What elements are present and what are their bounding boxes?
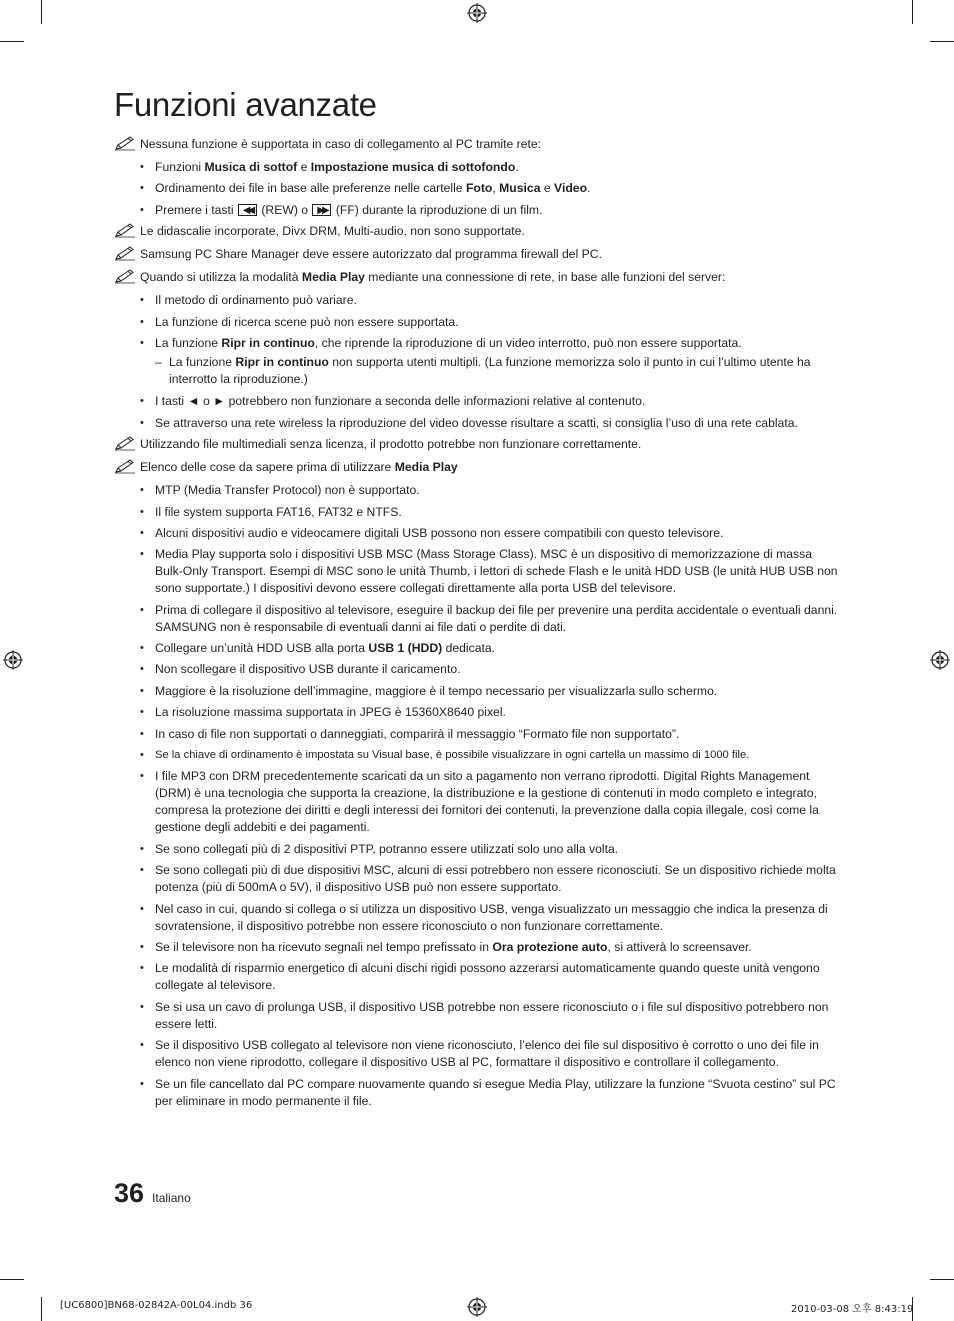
note-text: Samsung PC Share Manager deve essere autorizzato dal programma firewall del PC. <box>140 247 602 262</box>
list-item <box>114 939 838 956</box>
list-item <box>114 335 838 352</box>
list-item: • Maggiore è la risoluzione dell’immagine, maggiore è il tempo necessario per visualizzarla sullo schermo. <box>114 683 838 700</box>
list-item: • La risoluzione massima supportata in JPEG è 15360X8640 pixel. <box>114 704 838 721</box>
sub-list-item <box>114 354 838 388</box>
pencil-note-icon <box>114 459 136 474</box>
list-item <box>114 202 838 219</box>
print-slug-file: [UC6800]BN68-02842A-00L04.indb 36 <box>60 1300 253 1311</box>
bold-term: Musica di sottof <box>204 160 298 174</box>
text: Quando si utilizza la modalità <box>140 270 302 285</box>
list-item <box>114 640 838 657</box>
page-number: 36 <box>114 1178 145 1208</box>
text: dedicata. <box>442 641 496 656</box>
text: Funzioni <box>155 160 205 174</box>
print-slug-date: 2010-03-08 오후 8:43:19 <box>791 1304 914 1315</box>
list-item: • Prima di collegare il dispositivo al televisore, eseguire il backup dei file per prevenire una perdita accidentale o eventuali danni. SAMSUNG non è responsabile di eventuali danni ai file dati o perdite di dati. <box>114 602 838 636</box>
text: e <box>540 181 555 196</box>
text: mediante una connessione di rete, in base alle funzioni del server: <box>364 270 726 285</box>
note-text: Le didascalie incorporate, Divx DRM, Multi-audio, non sono supportate. <box>140 224 525 239</box>
note-item <box>114 459 838 476</box>
crop-mark <box>930 41 954 42</box>
main-content <box>114 136 838 1114</box>
list-item <box>114 180 838 197</box>
list-item: • MTP (Media Transfer Protocol) non è supportato. <box>114 482 838 499</box>
text: , si attiverà lo screensaver. <box>607 939 752 954</box>
fast-forward-button-icon <box>312 204 331 216</box>
page-title: Funzioni avanzate <box>114 86 377 123</box>
text: . <box>515 160 519 174</box>
list-item: • La funzione di ricerca scene può non essere supportata. <box>114 314 838 331</box>
crop-mark <box>912 0 913 24</box>
note-item <box>114 269 838 286</box>
pencil-note-icon <box>114 246 136 261</box>
crop-mark <box>41 0 42 24</box>
note-item <box>114 246 838 263</box>
pencil-note-icon <box>114 269 136 284</box>
bold-term: Ripr in continuo <box>221 335 315 350</box>
registration-mark-icon <box>930 650 950 670</box>
list-item: • Il metodo di ordinamento può variare. <box>114 292 838 309</box>
bold-term: Ora protezione auto <box>492 939 608 954</box>
text: Se il televisore non ha ricevuto segnali nel tempo prefissato in <box>155 939 493 954</box>
note-text: Nessuna funzione è supportata in caso di collegamento al PC tramite rete: <box>140 137 542 151</box>
list-item: • Se il dispositivo USB collegato al televisore non viene riconosciuto, l’elenco dei file sul dispositivo è corrotto o uno dei file in elenco non viene riprodotto, collegare il dispositivo USB al PC, formattare il dispositivo e controllare il collegamento. <box>114 1037 838 1071</box>
list-item: • Se si usa un cavo di prolunga USB, il dispositivo USB potrebbe non essere riconosciuto o i file sul dispositivo potrebbero non essere letti. <box>114 999 838 1033</box>
bold-term: Ripr in continuo <box>235 355 329 370</box>
text: La funzione <box>155 335 222 350</box>
text: non supporta utenti multipli. (La funzione memorizza solo il punto in cui l’ultimo utente ha interrotto la riproduzione.) <box>169 355 811 387</box>
rewind-button-icon <box>238 204 257 216</box>
list-item: • Se attraverso una rete wireless la riproduzione del video dovesse risultare a scatti, si consiglia l’uso di una rete cablata. <box>114 415 838 432</box>
list-item: • I tasti ◄ o ► potrebbero non funzionare a seconda delle informazioni relative al contenuto. <box>114 393 838 410</box>
pencil-note-icon <box>114 136 136 151</box>
crop-mark <box>0 41 24 42</box>
text: (REW) o <box>257 202 312 217</box>
crop-mark <box>0 1279 24 1280</box>
bold-term: Foto <box>465 181 493 196</box>
note-item <box>114 136 838 153</box>
list-item: • Non scollegare il dispositivo USB durante il caricamento. <box>114 661 838 678</box>
list-item: • Le modalità di risparmio energetico di alcuni dischi rigidi possono azzerarsi automaticamente quando queste unità vengono collegate al televisore. <box>114 960 838 994</box>
registration-mark-icon <box>467 3 487 23</box>
text: , che riprende la riproduzione di un video interrotto, può non essere supportata. <box>314 335 742 350</box>
bold-term: Video <box>554 181 588 196</box>
bold-term: Media Play <box>301 270 365 285</box>
registration-mark-icon <box>3 650 23 670</box>
note-item <box>114 223 838 240</box>
language-label: Italiano <box>152 1191 191 1205</box>
text: , <box>492 181 500 196</box>
pencil-note-icon <box>114 436 136 451</box>
text: La funzione <box>169 355 236 370</box>
list-item: • In caso di file non supportati o danneggiati, comparirà il messaggio “Formato file non supportato”. <box>114 726 838 743</box>
list-item: • Alcuni dispositivi audio e videocamere digitali USB possono non essere compatibili con questo televisore. <box>114 525 838 542</box>
pencil-note-icon <box>114 223 136 238</box>
text: Elenco delle cose da sapere prima di utilizzare <box>140 460 395 475</box>
bold-term: USB 1 (HDD) <box>368 641 443 656</box>
crop-mark <box>930 1279 954 1280</box>
list-item: • Media Play supporta solo i dispositivi USB MSC (Mass Storage Class). MSC è un dispositivo di memorizzazione di massa Bulk-Only Transport. Esempi di MSC sono le unità Thumb, i lettori di schede Flash e le unità HDD USB (le unità HUB USB non sono supportate.) I dispositivi devono essere collegati direttamente alla porta USB del televisore. <box>114 546 838 597</box>
bold-term: Media Play <box>394 460 458 475</box>
list-item: • Se sono collegati più di 2 dispositivi PTP, potranno essere utilizzati solo uno alla volta. <box>114 841 838 858</box>
note-item <box>114 436 838 453</box>
list-item <box>114 159 838 176</box>
list-item: • Se un file cancellato dal PC compare nuovamente quando si esegue Media Play, utilizzare la funzione “Svuota cestino” sul PC per eliminare in modo permanente il file. <box>114 1076 838 1110</box>
text: e <box>297 160 311 174</box>
bold-term: Impostazione musica di sottofondo <box>310 160 516 174</box>
list-item: • Nel caso in cui, quando si collega o si utilizza un dispositivo USB, venga visualizzato un messaggio che indica la presenza di sovratensione, il dispositivo potrebbe non essere riconosciuto o non funzionare correttamente. <box>114 901 838 935</box>
list-item: • Se la chiave di ordinamento è impostata su Visual base, è possibile visualizzare in ogni cartella un massimo di 1000 file. <box>114 747 838 764</box>
page-footer <box>114 1178 191 1209</box>
registration-mark-icon <box>467 1297 487 1317</box>
list-item: • Se sono collegati più di due dispositivi MSC, alcuni di essi potrebbero non essere riconosciuti. Se un dispositivo richiede molta potenza (più di 500mA o 5V), il dispositivo USB può non essere supportato. <box>114 862 838 896</box>
text: (FF) durante la riproduzione di un film. <box>332 202 543 217</box>
text: Premere i tasti <box>155 202 237 217</box>
list-item: • I file MP3 con DRM precedentemente scaricati da un sito a pagamento non verrano riprodotti. Digital Rights Management (DRM) è una tecnologia che supporta la creazione, la distribuzione e la gestione di contenuti in modo completo e integrato, compresa la protezione dei diritti e degli interessi dei fornitori dei contenuti, la prevenzione dalla copia illegale, così come la gestione degli addebiti e dei pagamenti. <box>114 768 838 836</box>
bold-term: Musica <box>499 181 541 196</box>
text: . <box>587 181 591 196</box>
list-item: • Il file system supporta FAT16, FAT32 e NTFS. <box>114 504 838 521</box>
crop-mark <box>41 1297 42 1321</box>
text: Collegare un’unità HDD USB alla porta <box>155 641 369 656</box>
text: Ordinamento dei file in base alle preferenze nelle cartelle <box>155 181 466 196</box>
note-text: Utilizzando file multimediali senza licenza, il prodotto potrebbe non funzionare correttamente. <box>140 437 642 452</box>
